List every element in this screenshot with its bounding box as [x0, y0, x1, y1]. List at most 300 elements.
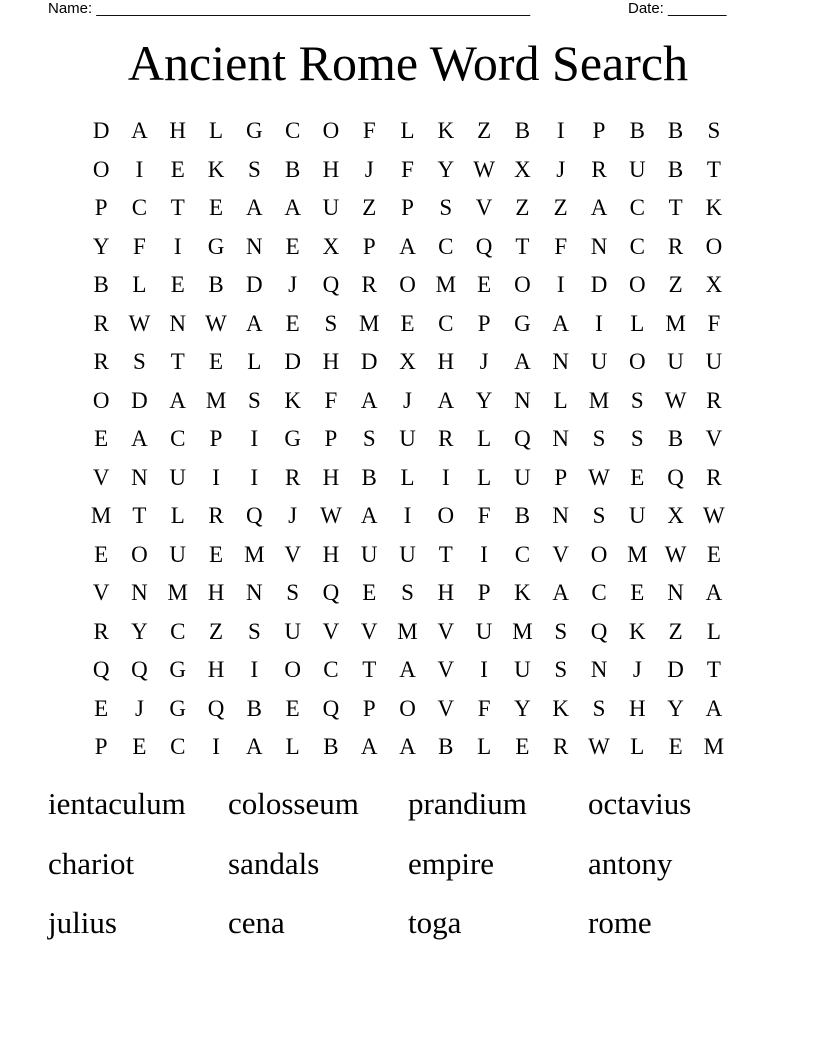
grid-cell[interactable]: M	[167, 580, 188, 605]
grid-cell[interactable]: K	[207, 156, 225, 182]
grid-cell[interactable]: R	[438, 426, 454, 451]
grid-cell[interactable]: L	[477, 426, 492, 451]
grid-cell[interactable]: T	[706, 156, 721, 182]
grid-cell[interactable]: M	[244, 541, 265, 567]
grid-cell[interactable]: T	[668, 195, 683, 220]
grid-cell[interactable]: A	[399, 657, 416, 682]
grid-cell[interactable]: Z	[209, 618, 224, 644]
grid-cell[interactable]: J	[556, 156, 566, 182]
grid-cell[interactable]: N	[246, 233, 263, 259]
grid-cell[interactable]: Q	[322, 580, 340, 605]
grid-cell[interactable]: V	[360, 618, 378, 644]
grid-cell[interactable]: R	[706, 387, 722, 413]
grid-cell[interactable]: H	[322, 464, 340, 490]
grid-cell[interactable]: A	[246, 195, 263, 220]
grid-cell[interactable]: K	[552, 695, 570, 721]
grid-cell[interactable]: G	[169, 695, 187, 721]
grid-cell[interactable]: Q	[322, 695, 340, 721]
grid-cell[interactable]: M	[512, 618, 533, 644]
grid-cell[interactable]: L	[400, 464, 415, 490]
grid-cell[interactable]: A	[705, 580, 723, 605]
grid-cell[interactable]: U	[399, 541, 416, 567]
grid-cell[interactable]: F	[477, 503, 491, 528]
grid-cell[interactable]: X	[705, 272, 723, 297]
grid-cell[interactable]: N	[667, 580, 684, 605]
grid-cell[interactable]: O	[628, 349, 646, 374]
grid-cell[interactable]: O	[399, 695, 416, 721]
grid-cell[interactable]: U	[628, 156, 646, 182]
grid-cell[interactable]: S	[286, 580, 300, 605]
grid-cell[interactable]: O	[92, 156, 110, 182]
grid-cell[interactable]: F	[133, 233, 146, 259]
grid-cell[interactable]: I	[212, 464, 220, 490]
grid-cell[interactable]: D	[131, 387, 148, 413]
grid-cell[interactable]: U	[705, 349, 723, 374]
grid-cell[interactable]: X	[399, 349, 416, 374]
word-list-item: sandals	[228, 845, 320, 881]
grid-cell[interactable]: I	[480, 657, 488, 682]
grid-cell[interactable]: F	[477, 695, 491, 721]
grid-cell[interactable]: F	[554, 233, 568, 259]
grid-cell[interactable]: S	[630, 426, 644, 451]
grid-cell[interactable]: C	[170, 618, 186, 644]
grid-cell[interactable]: B	[629, 118, 645, 143]
grid-cell[interactable]: M	[205, 387, 227, 413]
grid-cell[interactable]: X	[322, 233, 340, 259]
grid-cell[interactable]: K	[705, 195, 723, 220]
grid-cell[interactable]: W	[703, 503, 725, 528]
grid-cell[interactable]: O	[284, 657, 301, 682]
grid-cell[interactable]: U	[322, 195, 340, 220]
grid-cell[interactable]: U	[628, 503, 646, 528]
grid-cell[interactable]: K	[514, 580, 531, 605]
grid-cell[interactable]: C	[323, 657, 339, 682]
grid-cell[interactable]: S	[362, 426, 376, 451]
grid-cell[interactable]: W	[588, 734, 610, 759]
grid-cell[interactable]: H	[322, 541, 340, 567]
grid-cell[interactable]: Z	[477, 118, 492, 143]
grid-cell[interactable]: J	[134, 695, 144, 721]
grid-cell[interactable]: L	[400, 118, 415, 143]
grid-cell[interactable]: C	[514, 541, 531, 567]
grid-cell[interactable]: R	[706, 464, 722, 490]
grid-cell[interactable]: S	[554, 618, 568, 644]
grid-cell[interactable]: K	[284, 387, 301, 413]
grid-cell[interactable]: I	[135, 156, 144, 182]
grid-cell[interactable]: H	[437, 580, 455, 605]
grid-cell[interactable]: P	[592, 118, 606, 143]
name-field-label[interactable]: Name: ____________________________________________________	[48, 0, 531, 17]
grid-cell[interactable]: P	[94, 195, 108, 220]
grid-cell[interactable]: G	[169, 657, 187, 682]
grid-cell[interactable]: H	[322, 349, 340, 374]
grid-cell[interactable]: A	[360, 387, 378, 413]
grid-cell[interactable]: S	[707, 118, 721, 143]
grid-cell[interactable]: D	[360, 349, 378, 374]
grid-cell[interactable]: B	[323, 734, 339, 759]
grid-cell[interactable]: V	[437, 657, 455, 682]
grid-cell[interactable]: Q	[514, 426, 531, 451]
grid-row	[82, 651, 733, 690]
grid-cell[interactable]: P	[362, 695, 376, 721]
grid-cell[interactable]: E	[630, 464, 645, 490]
grid-cell[interactable]: C	[629, 233, 645, 259]
grid-cell[interactable]: G	[246, 118, 263, 143]
grid-cell[interactable]: H	[207, 580, 225, 605]
grid-row	[82, 613, 733, 652]
grid-cell[interactable]: T	[170, 195, 185, 220]
grid-cell[interactable]: F	[362, 118, 376, 143]
grid-cell[interactable]: P	[401, 195, 414, 220]
grid-row	[82, 151, 733, 190]
grid-cell[interactable]: S	[592, 695, 606, 721]
grid-cell[interactable]: C	[438, 233, 454, 259]
grid-cell[interactable]: D	[246, 272, 263, 297]
grid-cell[interactable]: F	[401, 156, 414, 182]
grid-cell[interactable]: E	[706, 541, 721, 567]
grid-cell[interactable]: N	[590, 233, 608, 259]
grid-cell[interactable]: Y	[667, 695, 684, 721]
grid-cell[interactable]: C	[170, 734, 186, 759]
grid-cell[interactable]: U	[284, 618, 301, 644]
grid-cell[interactable]: C	[131, 195, 148, 220]
grid-cell[interactable]: G	[514, 310, 531, 336]
grid-cell[interactable]: K	[628, 618, 646, 644]
grid-cell[interactable]: R	[93, 310, 109, 336]
grid-cell[interactable]: Q	[667, 464, 684, 490]
grid-cell[interactable]: A	[246, 734, 263, 759]
grid-cell[interactable]: G	[284, 426, 301, 451]
grid-cell[interactable]: Q	[131, 657, 148, 682]
grid-cell[interactable]: L	[477, 734, 492, 759]
grid-cell[interactable]: S	[133, 349, 146, 374]
grid-cell[interactable]: O	[628, 272, 646, 297]
grid-cell[interactable]: S	[439, 195, 453, 220]
grid-cell[interactable]: Z	[553, 195, 568, 220]
grid-cell[interactable]: E	[477, 272, 492, 297]
grid-cell[interactable]: A	[552, 310, 570, 336]
grid-cell[interactable]: T	[362, 657, 377, 682]
grid-cell[interactable]: Z	[362, 195, 377, 220]
grid-cell[interactable]: O	[514, 272, 531, 297]
grid-cell[interactable]: C	[284, 118, 301, 143]
grid-cell[interactable]: X	[514, 156, 531, 182]
grid-cell[interactable]: U	[514, 657, 531, 682]
grid-cell[interactable]: F	[324, 387, 338, 413]
grid-cell[interactable]: A	[131, 426, 148, 451]
grid-cell[interactable]: W	[320, 503, 342, 528]
grid-cell[interactable]: S	[630, 387, 644, 413]
grid-cell[interactable]: U	[399, 426, 416, 451]
word-list-item: cena	[228, 905, 285, 940]
grid-cell[interactable]: P	[94, 734, 108, 759]
word-list-item: toga	[408, 905, 462, 940]
grid-cell[interactable]: R	[667, 233, 684, 259]
grid-cell[interactable]: V	[437, 618, 455, 644]
grid-cell[interactable]: T	[706, 657, 721, 682]
grid-cell[interactable]: J	[632, 657, 642, 682]
grid-cell[interactable]: H	[207, 657, 225, 682]
grid-cell[interactable]: N	[169, 310, 187, 336]
date-field-label[interactable]: Date: _______	[628, 0, 727, 17]
grid-cell[interactable]: M	[435, 272, 457, 297]
grid-cell[interactable]: R	[284, 464, 301, 490]
grid-cell[interactable]: B	[246, 695, 262, 721]
grid-cell[interactable]: E	[94, 426, 109, 451]
grid-cell[interactable]: N	[552, 503, 570, 528]
grid-cell[interactable]: E	[170, 272, 185, 297]
grid-cell[interactable]: E	[285, 695, 300, 721]
grid-cell[interactable]: U	[667, 349, 684, 374]
grid-cell[interactable]: I	[212, 734, 220, 759]
grid-cell[interactable]: R	[93, 618, 109, 644]
grid-cell[interactable]: A	[705, 695, 723, 721]
grid-cell[interactable]: U	[514, 464, 531, 490]
grid-cell[interactable]: W	[588, 464, 610, 490]
grid-cell[interactable]: I	[595, 310, 603, 336]
grid-cell[interactable]: A	[284, 195, 301, 220]
grid-cell[interactable]: L	[209, 118, 224, 143]
grid-cell[interactable]: R	[93, 349, 109, 374]
grid-cell[interactable]: D	[284, 349, 301, 374]
grid-cell[interactable]: H	[322, 156, 340, 182]
grid-cell[interactable]: S	[247, 387, 261, 413]
grid-cell[interactable]: L	[285, 734, 300, 759]
grid-cell[interactable]: E	[285, 310, 300, 336]
grid-cell[interactable]: V	[322, 618, 340, 644]
grid-cell[interactable]: I	[480, 541, 488, 567]
grid-cell[interactable]: R	[361, 272, 377, 297]
grid-cell[interactable]: M	[703, 734, 725, 759]
grid-cell[interactable]: H	[628, 695, 646, 721]
grid-cell[interactable]: Y	[475, 387, 493, 413]
grid-cell[interactable]: J	[403, 387, 412, 413]
grid-cell[interactable]: W	[664, 541, 687, 567]
grid-cell[interactable]: D	[667, 657, 684, 682]
grid-cell[interactable]: O	[92, 387, 110, 413]
grid-cell[interactable]: S	[592, 503, 606, 528]
grid-cell[interactable]: M	[627, 541, 648, 567]
grid-cell[interactable]: M	[90, 503, 112, 528]
grid-cell[interactable]: S	[401, 580, 414, 605]
grid-cell[interactable]: Q	[246, 503, 263, 528]
grid-cell[interactable]: I	[556, 118, 565, 143]
grid-cell[interactable]: V	[92, 580, 110, 605]
grid-cell[interactable]: N	[131, 464, 148, 490]
grid-cell[interactable]: Q	[590, 618, 608, 644]
grid-cell[interactable]: A	[399, 233, 416, 259]
grid-row	[82, 112, 733, 151]
grid-cell[interactable]: V	[705, 426, 723, 451]
grid-cell[interactable]: Z	[668, 272, 683, 297]
grid-cell[interactable]: L	[132, 272, 147, 297]
grid-cell[interactable]: I	[250, 464, 259, 490]
grid-cell[interactable]: J	[479, 349, 489, 374]
grid-cell[interactable]: R	[591, 156, 607, 182]
grid-cell[interactable]: A	[360, 734, 378, 759]
grid-cell[interactable]: N	[552, 349, 570, 374]
grid-cell[interactable]: O	[437, 503, 455, 528]
grid-cell[interactable]: N	[246, 580, 263, 605]
grid-cell[interactable]: W	[664, 387, 687, 413]
grid-cell[interactable]: R	[208, 503, 224, 528]
grid-cell[interactable]: U	[360, 541, 378, 567]
grid-cell[interactable]: M	[665, 310, 686, 336]
grid-cell[interactable]: Y	[131, 618, 148, 644]
grid-cell[interactable]: B	[667, 426, 684, 451]
grid-cell[interactable]: I	[403, 503, 412, 528]
grid-cell[interactable]: J	[288, 272, 298, 297]
grid-cell[interactable]: E	[94, 541, 109, 567]
grid-cell[interactable]: H	[437, 349, 455, 374]
grid-cell[interactable]: C	[591, 580, 607, 605]
grid-cell[interactable]: E	[132, 734, 147, 759]
grid-cell[interactable]: O	[590, 541, 608, 567]
grid-cell[interactable]: L	[706, 618, 721, 644]
grid-cell[interactable]: A	[169, 387, 187, 413]
grid-cell[interactable]: V	[92, 464, 110, 490]
grid-cell[interactable]: L	[477, 464, 492, 490]
grid-cell[interactable]: Q	[207, 695, 225, 721]
grid-cell[interactable]: I	[441, 464, 450, 490]
grid-cell[interactable]: V	[284, 541, 301, 567]
grid-cell[interactable]: T	[515, 233, 530, 259]
grid-cell[interactable]: E	[515, 734, 530, 759]
grid-cell[interactable]: O	[705, 233, 723, 259]
grid-cell[interactable]: O	[322, 118, 340, 143]
grid-cell[interactable]: A	[552, 580, 570, 605]
grid-cell[interactable]: T	[438, 541, 453, 567]
grid-cell[interactable]: B	[667, 118, 684, 143]
grid-cell[interactable]: B	[93, 272, 109, 297]
grid-cell[interactable]: B	[438, 734, 454, 759]
grid-cell[interactable]: Y	[514, 695, 531, 721]
grid-cell[interactable]: A	[590, 195, 608, 220]
grid-cell[interactable]: N	[131, 580, 148, 605]
grid-cell[interactable]: Q	[322, 272, 340, 297]
grid-cell[interactable]: B	[284, 156, 301, 182]
grid-cell[interactable]: H	[169, 118, 187, 143]
grid-cell[interactable]: S	[592, 426, 606, 451]
grid-cell[interactable]: C	[170, 426, 186, 451]
grid-cell[interactable]: L	[630, 734, 645, 759]
grid-cell[interactable]: J	[364, 156, 374, 182]
grid-cell[interactable]: T	[170, 349, 185, 374]
grid-cell[interactable]: E	[285, 233, 300, 259]
grid-cell[interactable]: I	[250, 657, 259, 682]
grid-cell[interactable]: E	[209, 349, 224, 374]
grid-cell[interactable]: P	[554, 464, 568, 490]
word-list-item: julius	[48, 905, 117, 940]
grid-cell[interactable]: N	[590, 657, 608, 682]
grid-cell[interactable]: C	[438, 310, 454, 336]
grid-cell[interactable]: P	[362, 233, 376, 259]
grid-cell[interactable]: P	[324, 426, 338, 451]
grid-cell[interactable]: B	[361, 464, 377, 490]
grid-cell[interactable]: J	[288, 503, 298, 528]
grid-cell[interactable]: I	[250, 426, 259, 451]
grid-cell[interactable]: V	[552, 541, 570, 567]
grid-cell[interactable]: V	[437, 695, 455, 721]
grid-cell[interactable]: V	[475, 195, 493, 220]
grid-cell[interactable]: Y	[92, 233, 110, 259]
grid-cell[interactable]: A	[131, 118, 148, 143]
grid-cell[interactable]: P	[209, 426, 223, 451]
grid-cell[interactable]: B	[514, 503, 531, 528]
grid-cell[interactable]: O	[131, 541, 148, 567]
grid-cell[interactable]: B	[667, 156, 684, 182]
grid-cell[interactable]: K	[437, 118, 455, 143]
grid-cell[interactable]: E	[400, 310, 415, 336]
grid-cell[interactable]: A	[246, 310, 263, 336]
grid-cell[interactable]: A	[514, 349, 531, 374]
grid-cell[interactable]: O	[399, 272, 416, 297]
grid-cell[interactable]: U	[475, 618, 493, 644]
grid-cell[interactable]: I	[556, 272, 565, 297]
grid-cell[interactable]: E	[170, 156, 185, 182]
grid-cell[interactable]: U	[590, 349, 608, 374]
grid-cell[interactable]: M	[359, 310, 380, 336]
grid-cell[interactable]: Q	[92, 657, 110, 682]
grid-cell[interactable]: D	[590, 272, 608, 297]
grid-cell[interactable]: C	[629, 195, 645, 220]
grid-cell[interactable]: E	[630, 580, 645, 605]
grid-cell[interactable]: M	[588, 387, 610, 413]
grid-cell[interactable]: A	[360, 503, 378, 528]
grid-cell[interactable]: B	[208, 272, 224, 297]
grid-cell[interactable]: B	[514, 118, 531, 143]
grid-cell[interactable]: L	[630, 310, 645, 336]
grid-cell[interactable]: E	[209, 195, 224, 220]
grid-cell[interactable]: P	[477, 310, 491, 336]
grid-cell[interactable]: A	[437, 387, 455, 413]
grid-cell[interactable]: L	[553, 387, 568, 413]
grid-cell[interactable]: Q	[475, 233, 493, 259]
grid-cell[interactable]: P	[477, 580, 491, 605]
grid-cell[interactable]: S	[247, 618, 261, 644]
grid-cell[interactable]: A	[399, 734, 416, 759]
grid-cell[interactable]: R	[553, 734, 569, 759]
grid-cell[interactable]: M	[397, 618, 418, 644]
grid-cell[interactable]: S	[554, 657, 568, 682]
grid-cell[interactable]: N	[552, 426, 570, 451]
grid-cell[interactable]: S	[324, 310, 338, 336]
grid-cell[interactable]: E	[209, 541, 224, 567]
grid-cell[interactable]: N	[514, 387, 531, 413]
grid-cell[interactable]: E	[362, 580, 377, 605]
grid-cell[interactable]: X	[667, 503, 684, 528]
grid-cell[interactable]: L	[247, 349, 262, 374]
word-list-item: empire	[408, 845, 495, 881]
grid-cell[interactable]: Z	[515, 195, 530, 220]
grid-cell[interactable]: T	[132, 503, 147, 528]
grid-cell[interactable]: W	[205, 310, 227, 336]
grid-cell[interactable]: L	[170, 503, 185, 528]
grid-cell[interactable]: W	[473, 156, 495, 182]
grid-cell[interactable]: U	[169, 464, 187, 490]
grid-cell[interactable]: E	[94, 695, 109, 721]
grid-cell[interactable]: F	[707, 310, 721, 336]
grid-cell[interactable]: S	[247, 156, 261, 182]
grid-cell[interactable]: G	[207, 233, 225, 259]
grid-cell[interactable]: Y	[437, 156, 455, 182]
grid-cell[interactable]: D	[92, 118, 110, 143]
grid-cell[interactable]: I	[173, 233, 182, 259]
grid-cell[interactable]: U	[169, 541, 187, 567]
grid-cell[interactable]: E	[668, 734, 683, 759]
grid-cell[interactable]: Z	[668, 618, 683, 644]
grid-cell[interactable]: W	[128, 310, 151, 336]
